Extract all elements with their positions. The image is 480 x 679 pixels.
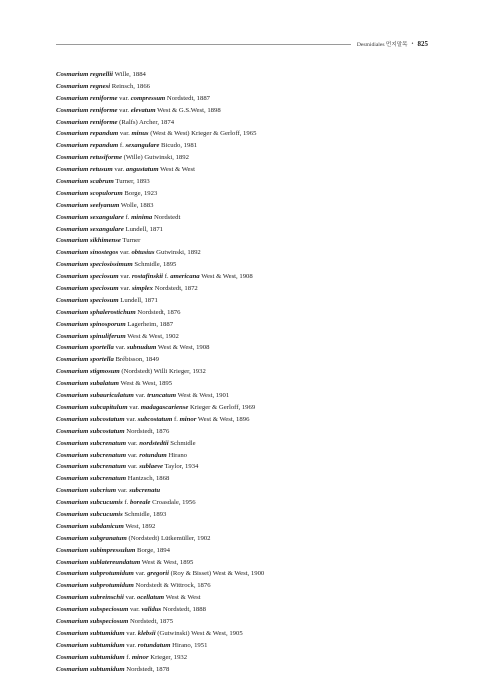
taxon-name: Cosmarium subcrenatum (56, 451, 127, 459)
authority-text: var. (112, 166, 126, 174)
authority-text: var. (113, 344, 127, 352)
taxon-name: elevatum (130, 106, 156, 114)
authority-text: (Roy & Bisset) West & West, 1900 (168, 570, 265, 578)
taxon-name: Cosmarium scabrum (56, 178, 114, 186)
authority-text: Lundell, 1871 (118, 296, 158, 304)
authority-text: var. (118, 273, 132, 281)
species-entry (56, 450, 440, 462)
taxon-name: Cosmarium subprotumidum (56, 582, 134, 590)
authority-text: Borge, 1923 (122, 189, 158, 197)
taxon-name: Cosmarium subtumidum (56, 629, 125, 637)
species-entry (56, 224, 440, 236)
taxon-name: Cosmarium sphalerostichum (56, 308, 136, 316)
taxon-name: Cosmarium speciosum (56, 296, 119, 304)
species-entry (56, 128, 440, 140)
running-title: Desmidiales 먼지말목 (356, 42, 408, 48)
authority-text: Schmidle (168, 439, 196, 447)
authority-text: var. (124, 415, 138, 423)
species-entry (56, 616, 440, 628)
taxon-name: Cosmarium speciosissimum (56, 261, 133, 269)
taxon-name: Cosmarium repandum (56, 142, 119, 150)
taxon-name: Cosmarium reniforme (56, 106, 118, 114)
taxon-name: Cosmarium reniforme (56, 94, 118, 102)
authority-text: Hirano, 1951 (170, 641, 208, 649)
authority-text: Croasdale, 1956 (150, 499, 196, 507)
species-entry (56, 568, 440, 580)
species-entry (56, 414, 440, 426)
species-entry (56, 152, 440, 164)
species-entry (56, 331, 440, 343)
authority-text: Nordstedt, 1878 (124, 665, 170, 673)
taxon-name: Cosmarium subtumidum (56, 653, 125, 661)
taxon-name: Cosmarium subgranatum (56, 534, 127, 542)
taxon-name: Cosmarium retusum (56, 166, 113, 174)
species-entry (56, 545, 440, 557)
species-entry (56, 188, 440, 200)
species-entry (56, 640, 440, 652)
authority-text: (Nordstedt) Lütkemüller, 1902 (126, 534, 211, 542)
authority-text: West & West, 1895 (119, 380, 173, 388)
species-entry (56, 164, 440, 176)
taxon-name: Cosmarium sexangulare (56, 213, 124, 221)
taxon-name: Cosmarium scopulorum (56, 189, 123, 197)
taxon-name: Cosmarium subcucumis (56, 499, 123, 507)
authority-text: f. (172, 415, 180, 423)
species-entry (56, 533, 440, 545)
species-entry (56, 235, 440, 247)
taxon-name: minor (179, 415, 197, 423)
taxon-name: obtusius (131, 249, 155, 257)
authority-text: var. (123, 594, 138, 602)
authority-text: var. (124, 629, 138, 637)
authority-text: Nordstedt, 1887 (165, 94, 211, 102)
taxon-name: simplex (131, 285, 153, 293)
species-entry (56, 402, 440, 414)
taxon-name: Cosmarium seelyanum (56, 201, 120, 209)
authority-text: (Gutwinski) West & West, 1905 (155, 629, 243, 637)
taxon-name: Cosmarium sinostegos (56, 249, 119, 257)
taxon-name: Cosmarium repandum (56, 130, 119, 138)
species-entry (56, 592, 440, 604)
taxon-name: Cosmarium subcrium (56, 487, 117, 495)
taxon-name: Cosmarium subauriculatum (56, 392, 134, 400)
species-entry (56, 473, 440, 485)
species-entry (56, 271, 440, 283)
authority-text: (Wille) Gutwinski, 1892 (121, 154, 189, 162)
taxon-name: subnudum (126, 344, 157, 352)
species-entry (56, 200, 440, 212)
authority-text: Nordstedt & Wittrock, 1876 (133, 582, 211, 590)
taxon-name: madagascariense (140, 403, 189, 411)
taxon-name: klebsii (137, 629, 156, 637)
authority-text: Bicudo, 1981 (159, 142, 198, 150)
species-entry (56, 461, 440, 473)
species-entry (56, 438, 440, 450)
taxon-name: Cosmarium sikhimense (56, 237, 121, 245)
species-entry (56, 390, 440, 402)
species-entry (56, 81, 440, 93)
authority-text: West, 1892 (123, 522, 156, 530)
species-entry (56, 247, 440, 259)
authority-text: Nordstedt, 1888 (161, 606, 206, 614)
species-entry (56, 212, 440, 224)
taxon-name: compressum (130, 94, 166, 102)
authority-text: Borge, 1894 (135, 546, 170, 554)
taxon-name: minima (131, 213, 153, 221)
authority-text: Nordstedt, 1872 (153, 285, 198, 293)
taxon-name: Cosmarium subspeciosum (56, 617, 129, 625)
taxon-name: Cosmarium sexangulare (56, 225, 124, 233)
taxon-name: subcostatum (137, 415, 173, 423)
authority-text: var. (127, 403, 141, 411)
taxon-name: Cosmarium subcostatum (56, 427, 125, 435)
authority-text: West & West, 1901 (176, 392, 230, 400)
species-entry (56, 664, 440, 676)
authority-text: f. (124, 653, 132, 661)
taxon-name: Cosmarium subtumidum (56, 641, 125, 649)
taxon-name: Cosmarium subalatum (56, 380, 119, 388)
species-entry (56, 426, 440, 438)
authority-text: West & G.S.West, 1898 (155, 106, 221, 114)
taxon-name: rostafinskii (131, 273, 164, 281)
taxon-name: Cosmarium regnesi (56, 82, 111, 90)
authority-text: f. (122, 499, 130, 507)
authority-text: var. (117, 94, 131, 102)
taxon-name: Cosmarium subcucumis (56, 510, 123, 518)
authority-text: var. (133, 392, 148, 400)
authority-text: var. (117, 106, 131, 114)
taxon-name: rotundatum (137, 641, 171, 649)
species-entry (56, 295, 440, 307)
species-entry (56, 366, 440, 378)
authority-text: Nordstedt (152, 213, 181, 221)
taxon-name: minus (131, 130, 149, 138)
page-header (56, 40, 428, 48)
authority-text: var. (124, 641, 138, 649)
authority-text: West & West (158, 166, 195, 174)
species-entry (56, 319, 440, 331)
authority-text: (Ralfs) Archer, 1874 (117, 118, 175, 126)
species-entry (56, 93, 440, 105)
authority-text: var. (126, 451, 140, 459)
authority-text: var. (118, 285, 132, 293)
taxon-name: truncatum (147, 392, 177, 400)
species-entry (56, 354, 440, 366)
taxon-name: minor (131, 653, 149, 661)
taxon-name: Cosmarium subimpressulum (56, 546, 136, 554)
taxon-name: Cosmarium spinosporum (56, 320, 126, 328)
taxon-name: Cosmarium speciosum (56, 273, 119, 281)
authority-text: West & West, 1895 (140, 558, 194, 566)
authority-text: Hantzsch, 1868 (126, 475, 170, 483)
taxon-name: Cosmarium subtumidum (56, 665, 125, 673)
authority-text: West & West, 1902 (125, 332, 179, 340)
taxon-name: Cosmarium subcrenatum (56, 463, 127, 471)
authority-text: var. (118, 130, 132, 138)
species-entry (56, 604, 440, 616)
taxon-name: Cosmarium spinuliferum (56, 332, 126, 340)
header-rule (56, 44, 351, 45)
authority-text: Nordstedt, 1876 (135, 308, 181, 316)
authority-text: var. (128, 606, 142, 614)
taxon-name: Cosmarium retusiforme (56, 154, 122, 162)
authority-text: Brébisson, 1849 (113, 356, 159, 364)
authority-text: Wolle, 1883 (119, 201, 154, 209)
taxon-name: nordstedtii (139, 439, 169, 447)
authority-text: Wille, 1884 (113, 71, 146, 78)
authority-text: var. (126, 439, 140, 447)
authority-text: Schmidle, 1895 (132, 261, 177, 269)
authority-text: var. (133, 570, 148, 578)
authority-text: Nordstedt, 1876 (124, 427, 170, 435)
species-entry (56, 497, 440, 509)
taxon-name: Cosmarium subcapitulum (56, 403, 128, 411)
authority-text: Taylor, 1934 (163, 463, 199, 471)
authority-text: West & West, 1908 (199, 273, 253, 281)
species-entry (56, 521, 440, 533)
species-entry (56, 378, 440, 390)
taxon-name: Cosmarium stigmosum (56, 368, 120, 376)
taxon-name: subcrenatu (129, 487, 161, 495)
taxon-name: Cosmarium subcrenatum (56, 475, 127, 483)
authority-text: Hirano (166, 451, 188, 459)
authority-text: (Nordstedt) Willi Krieger, 1932 (119, 368, 206, 376)
taxon-name: Cosmarium subprotumidum (56, 570, 134, 578)
authority-text: Turner, 1893 (113, 178, 150, 186)
taxon-name: rotundum (139, 451, 167, 459)
species-entry (56, 259, 440, 271)
authority-text: Lagerheim, 1887 (125, 320, 174, 328)
authority-text: Lundell, 1871 (123, 225, 164, 233)
taxon-name: Cosmarium sportella (56, 344, 114, 352)
authority-text: West & West, 1908 (156, 344, 210, 352)
species-entry (56, 117, 440, 129)
authority-text: Reinsch, 1866 (110, 82, 151, 90)
authority-text: var. (116, 487, 130, 495)
authority-text: Gutwinski, 1892 (154, 249, 201, 257)
species-entry (56, 283, 440, 295)
taxon-name: validus (141, 606, 162, 614)
taxon-name: gregorii (147, 570, 169, 578)
species-entry (56, 105, 440, 117)
species-entry (56, 485, 440, 497)
authority-text: Krieger, 1932 (148, 653, 188, 661)
species-entry (56, 628, 440, 640)
authority-text: Nordstedt, 1875 (128, 617, 174, 625)
taxon-name: angustatum (125, 166, 159, 174)
authority-text: Turner (120, 237, 141, 245)
species-list (56, 69, 440, 675)
authority-text: var. (126, 463, 140, 471)
authority-text: West & West (164, 594, 201, 602)
species-entry (56, 307, 440, 319)
species-entry (56, 342, 440, 354)
taxon-name: Cosmarium subdanicum (56, 522, 124, 530)
authority-text: f. (123, 213, 132, 221)
taxon-name: Cosmarium regnellii (56, 71, 114, 78)
species-entry (56, 69, 440, 81)
species-entry (56, 580, 440, 592)
taxon-name: Cosmarium speciosum (56, 285, 119, 293)
authority-text: Schmidle, 1893 (122, 510, 167, 518)
taxon-name: Cosmarium reniforme (56, 118, 118, 126)
authority-text: f. (118, 142, 126, 150)
authority-text: (West & West) Krieger & Gerloff, 1965 (148, 130, 257, 138)
taxon-name: boreale (129, 499, 151, 507)
taxon-name: sexangulare (125, 142, 160, 150)
species-entry (56, 509, 440, 521)
species-entry (56, 140, 440, 152)
species-entry (56, 557, 440, 569)
header-bullet: • (411, 41, 414, 47)
species-entry (56, 652, 440, 664)
taxon-name: Cosmarium sublatereundatum (56, 558, 141, 566)
taxon-name: sublaeve (139, 463, 164, 471)
taxon-name: Cosmarium subspeciosum (56, 606, 129, 614)
taxon-name: americana (170, 273, 200, 281)
authority-text: West & West, 1896 (196, 415, 250, 423)
taxon-name: Cosmarium subreinschii (56, 594, 124, 602)
taxon-name: Cosmarium subcrenatum (56, 439, 127, 447)
species-entry (56, 176, 440, 188)
authority-text: var. (118, 249, 132, 257)
taxon-name: Cosmarium sportella (56, 356, 114, 364)
taxon-name: ocellatum (137, 594, 165, 602)
authority-text: f. (163, 273, 171, 281)
authority-text: Krieger & Gerloff, 1969 (188, 403, 256, 411)
taxon-name: Cosmarium subcostatum (56, 415, 125, 423)
page-number: 825 (417, 40, 428, 48)
